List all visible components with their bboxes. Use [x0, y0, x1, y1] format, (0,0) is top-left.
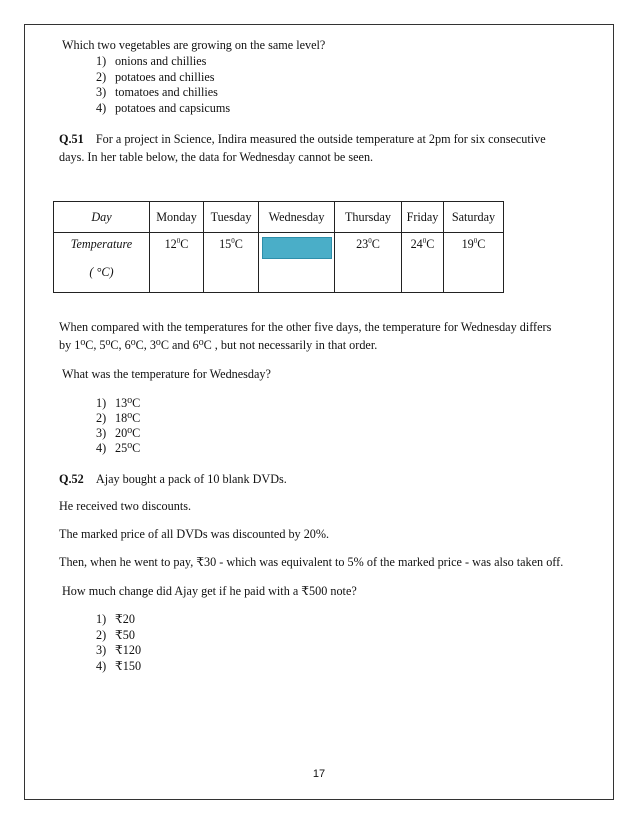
q51-option-4[interactable]: 4) 25⁰C: [96, 441, 141, 455]
q50-prompt: Which two vegetables are growing on the same level?: [62, 38, 326, 52]
q52-line3: The marked price of all DVDs was discounted by 20%.: [59, 527, 330, 541]
q50-option-4[interactable]: 4) potatoes and capsicums: [96, 101, 231, 115]
day-header: Day: [54, 202, 150, 233]
temp-tuesday: $15^0C$: [204, 233, 259, 293]
q51-para-line2: by 1⁰C, 5⁰C, 6⁰C, 3⁰C and 6⁰C , but not necessarily in that order.: [59, 338, 378, 352]
q51-label: Q.51: [59, 132, 84, 146]
temperature-label-cell: [54, 233, 150, 293]
q51-option-1[interactable]: 1) 13⁰C: [96, 396, 141, 410]
day-saturday: Saturday: [444, 202, 504, 233]
q52-option-4[interactable]: 4) ₹150: [96, 659, 142, 673]
q52-option-3[interactable]: 3) ₹120: [96, 643, 142, 657]
day-thursday: Thursday: [335, 202, 402, 233]
day-wednesday: Wednesday: [259, 202, 335, 233]
temp-monday: $12^0C$: [150, 233, 204, 293]
table-header-row: [54, 202, 504, 233]
q52-label: Q.52: [59, 472, 84, 486]
q52-option-1[interactable]: 1) ₹20: [96, 612, 135, 626]
temperature-label: Temperature: [70, 237, 133, 251]
q51-option-3[interactable]: 3) 20⁰C: [96, 426, 141, 440]
q52-line4: Then, when he went to pay, ₹30 - which was equivalent to 5% of the marked price - was also taken off.: [59, 555, 564, 569]
q51-intro-line2: days. In her table below, the data for Wednesday cannot be seen.: [59, 150, 374, 164]
day-monday: Monday: [150, 202, 204, 233]
temp-wednesday-cell: [259, 233, 335, 293]
day-friday: Friday: [402, 202, 444, 233]
temp-saturday: $19^0C$: [444, 233, 504, 293]
temp-thursday: $23^0C$: [335, 233, 402, 293]
q52-option-2[interactable]: 2) ₹50: [96, 628, 135, 642]
q52-line2: He received two discounts.: [59, 499, 191, 513]
temp-friday: $24^0C$: [402, 233, 444, 293]
q51-question: What was the temperature for Wednesday?: [62, 367, 271, 381]
q50-option-1[interactable]: 1) onions and chillies: [96, 54, 207, 68]
hidden-value-box: [262, 237, 332, 259]
temperature-table: [53, 201, 504, 293]
q50-option-2[interactable]: 2) potatoes and chillies: [96, 70, 215, 84]
temperature-unit: ( °C): [89, 265, 114, 279]
q51-intro-line1: Q.51 For a project in Science, Indira measured the outside temperature at 2pm for six consecutive: [59, 132, 546, 146]
q51-option-2[interactable]: 2) 18⁰C: [96, 411, 141, 425]
day-tuesday: Tuesday: [204, 202, 259, 233]
temperature-row: [54, 233, 504, 293]
q50-option-3[interactable]: 3) tomatoes and chillies: [96, 85, 218, 99]
q52-line1: Q.52 Ajay bought a pack of 10 blank DVDs.: [59, 472, 287, 486]
page-number: 17: [312, 768, 326, 780]
q52-question: How much change did Ajay get if he paid with a ₹500 note?: [62, 584, 357, 598]
q51-para-line1: When compared with the temperatures for the other five days, the temperature for Wednesday differs: [59, 320, 552, 334]
